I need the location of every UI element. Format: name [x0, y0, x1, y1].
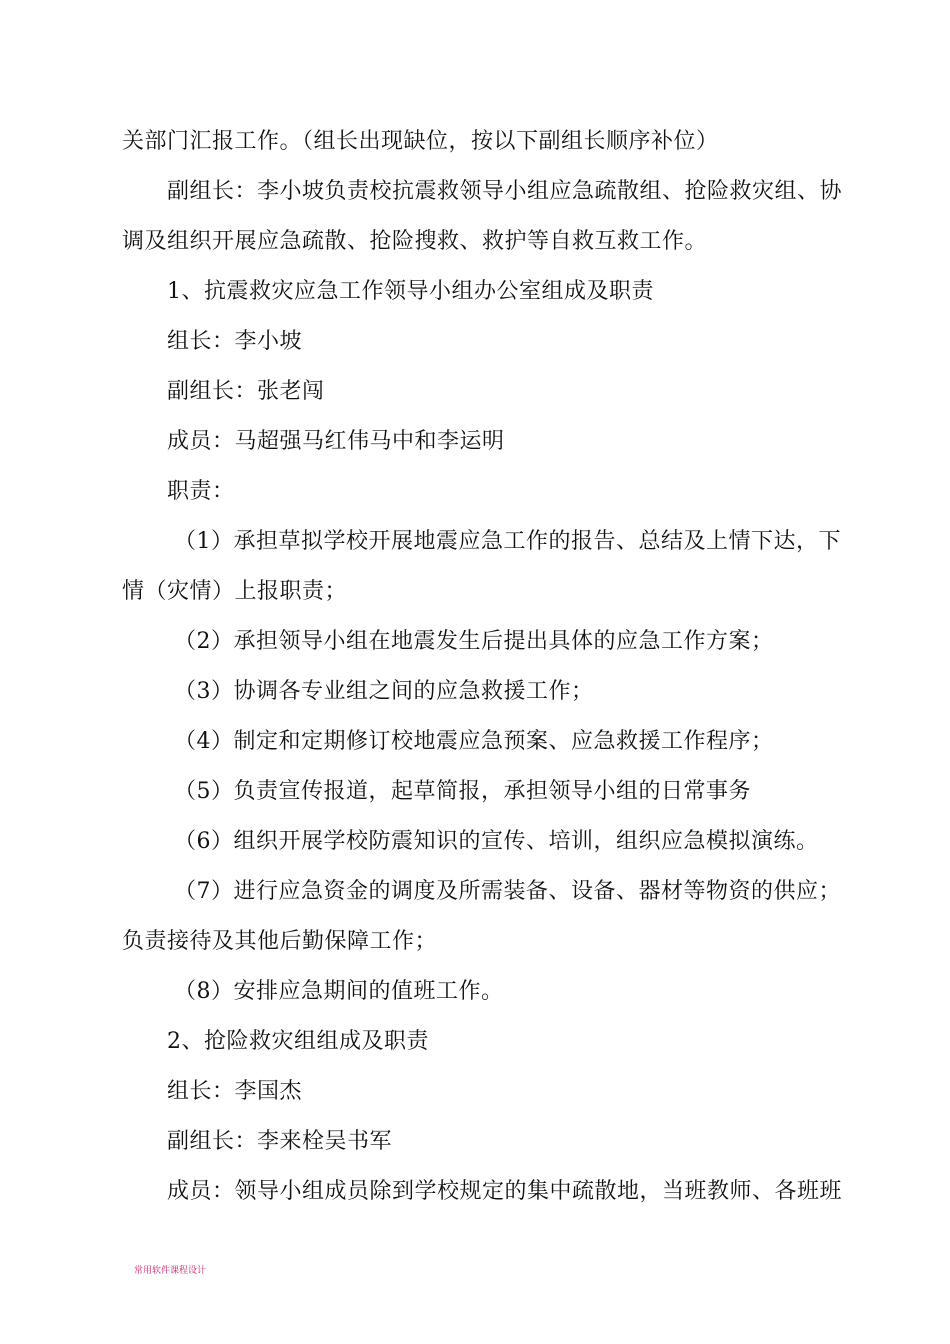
- list-item: （1）承担草拟学校开展地震应急工作的报告、总结及上情下达，下: [174, 529, 841, 554]
- list-item: （2）承担领导小组在地震发生后提出具体的应急工作方案；: [174, 629, 774, 654]
- text-line: 组长：李小坡: [167, 329, 303, 354]
- text-line: 副组长：李小坡负责校抗震救领导小组应急疏散组、抢险救灾组、协: [167, 179, 843, 204]
- section-heading: 2、抢险救灾组组成及职责: [167, 1029, 429, 1054]
- text-line: 负责接待及其他后勤保障工作；: [122, 929, 438, 954]
- text-line: 成员：领导小组成员除到学校规定的集中疏散地，当班教师、各班班: [167, 1179, 843, 1204]
- text-line: 成员：马超强马红伟马中和李运明: [167, 429, 505, 454]
- text-line: 副组长：张老闯: [167, 379, 325, 404]
- text-line: 职责：: [167, 479, 235, 504]
- text-line: 组长：李国杰: [167, 1079, 303, 1104]
- list-item: （4）制定和定期修订校地震应急预案、应急救援工作程序；: [174, 729, 774, 754]
- list-item: （6）组织开展学校防震知识的宣传、培训，组织应急模拟演练。: [174, 829, 819, 854]
- text-line: 关部门汇报工作。（组长出现缺位，按以下副组长顺序补位）: [122, 129, 719, 154]
- section-heading: 1、抗震救灾应急工作领导小组办公室组成及职责: [167, 279, 654, 304]
- text-line: 副组长：李来栓吴书军: [167, 1129, 393, 1154]
- text-line: 调及组织开展应急疏散、抢险搜救、救护等自救互救工作。: [122, 229, 708, 254]
- list-item: （5）负责宣传报道，起草简报，承担领导小组的日常事务: [174, 779, 751, 804]
- text-line: 情（灾情）上报职责；: [122, 579, 348, 604]
- list-item: （3）协调各专业组之间的应急救援工作；: [174, 679, 594, 704]
- page-footer: 常用软件课程设计: [134, 1266, 207, 1276]
- list-item: （7）进行应急资金的调度及所需装备、设备、器材等物资的供应；: [174, 879, 841, 904]
- list-item: （8）安排应急期间的值班工作。: [174, 979, 504, 1004]
